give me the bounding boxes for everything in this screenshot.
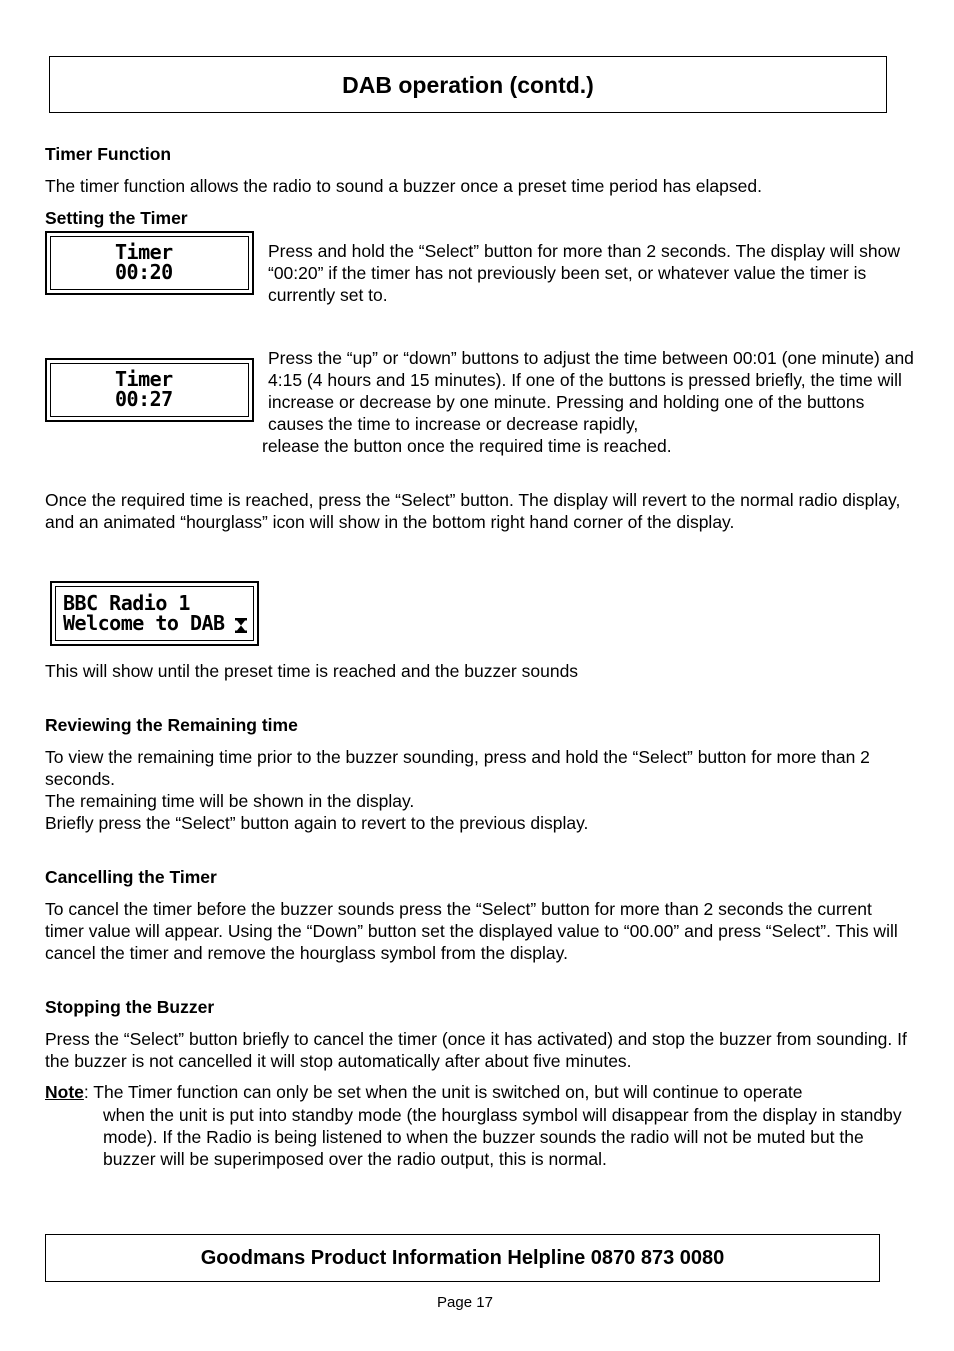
lcd-display-timer-0027 [45, 358, 254, 422]
lcd-line-2: Welcome to DAB [63, 611, 225, 635]
heading-cancelling: Cancelling the Timer [45, 867, 217, 887]
cancelling-text: To cancel the timer before the buzzer sounds press the “Select” button for more than 2 seconds the current timer value will appear. Using the “Down” button set the displayed value to “00.00” and press “Select”. This will cancel the timer and remove the hourglass symbol from the display. [45, 899, 898, 963]
lcd-display-timer-0020 [45, 231, 254, 295]
page-number: Page 17 [437, 1294, 493, 1311]
stopping-text: Press the “Select” button briefly to cancel the timer (once it has activated) and stop the buzzer from sounding. If the buzzer is not cancelled it will stop automatically after about five minutes. [45, 1029, 907, 1071]
reviewing-line-1: To view the remaining time prior to the buzzer sounding, press and hold the “Select” button for more than 2 seconds. [45, 747, 870, 789]
page-title-text: DAB operation (contd.) [342, 71, 594, 98]
heading-timer-function: Timer Function [45, 144, 172, 164]
setting-step-2: Press the “up” or “down” buttons to adjust the time between 00:01 (one minute) and 4:15 (4 hours and 15 minutes). If one of the buttons is pressed briefly, the time will increase or decrease by one minute. Pressing and holding one of the buttons causes the time to increase or decrease rapidly, [268, 348, 914, 434]
page-title [49, 56, 887, 113]
timer-function-text: The timer function allows the radio to sound a buzzer once a preset time period has elapsed. [45, 176, 762, 196]
hourglass-icon [235, 618, 247, 633]
heading-reviewing: Reviewing the Remaining time [45, 715, 298, 735]
lcd-display-radio [50, 581, 259, 646]
heading-stopping: Stopping the Buzzer [45, 997, 215, 1017]
note-label: Note [45, 1082, 84, 1102]
note-first-line [45, 1081, 915, 1103]
lcd-line-2: 00:20 [115, 260, 173, 284]
note-text: : The Timer function can only be set when the unit is switched on, but will continue to operate [83, 1082, 803, 1102]
helpline-box [45, 1234, 880, 1282]
lcd-line-1: BBC Radio 1 [63, 591, 190, 615]
heading-setting-timer: Setting the Timer [45, 208, 188, 228]
lcd-line-2: 00:27 [115, 387, 173, 411]
setting-step-3: Once the required time is reached, press the “Select” button. The display will revert to the normal radio display, and an animated “hourglass” icon will show in the bottom right hand corner of the display. [45, 490, 901, 532]
reviewing-line-3: Briefly press the “Select” button again to revert to the previous display. [45, 813, 589, 833]
lcd-line-1: Timer [115, 367, 173, 391]
reviewing-line-2: The remaining time will be shown in the display. [45, 791, 415, 811]
setting-step-1: Press and hold the “Select” button for more than 2 seconds. The display will show “00:20” if the timer has not previously been set, or whatever value the timer is currently set to. [268, 241, 900, 305]
setting-step-2-end: release the button once the required time is reached. [262, 436, 672, 456]
helpline-text: Goodmans Product Information Helpline 0870 873 0080 [200, 1247, 725, 1269]
lcd-line-1: Timer [115, 240, 173, 264]
setting-step-4: This will show until the preset time is reached and the buzzer sounds [45, 661, 579, 681]
note-continued: when the unit is put into standby mode (the hourglass symbol will disappear from the display in standby mode). If the Radio is being listened to when the buzzer sounds the radio will not be muted but the buzzer will be superimposed over the radio output, this is normal. [103, 1105, 902, 1169]
